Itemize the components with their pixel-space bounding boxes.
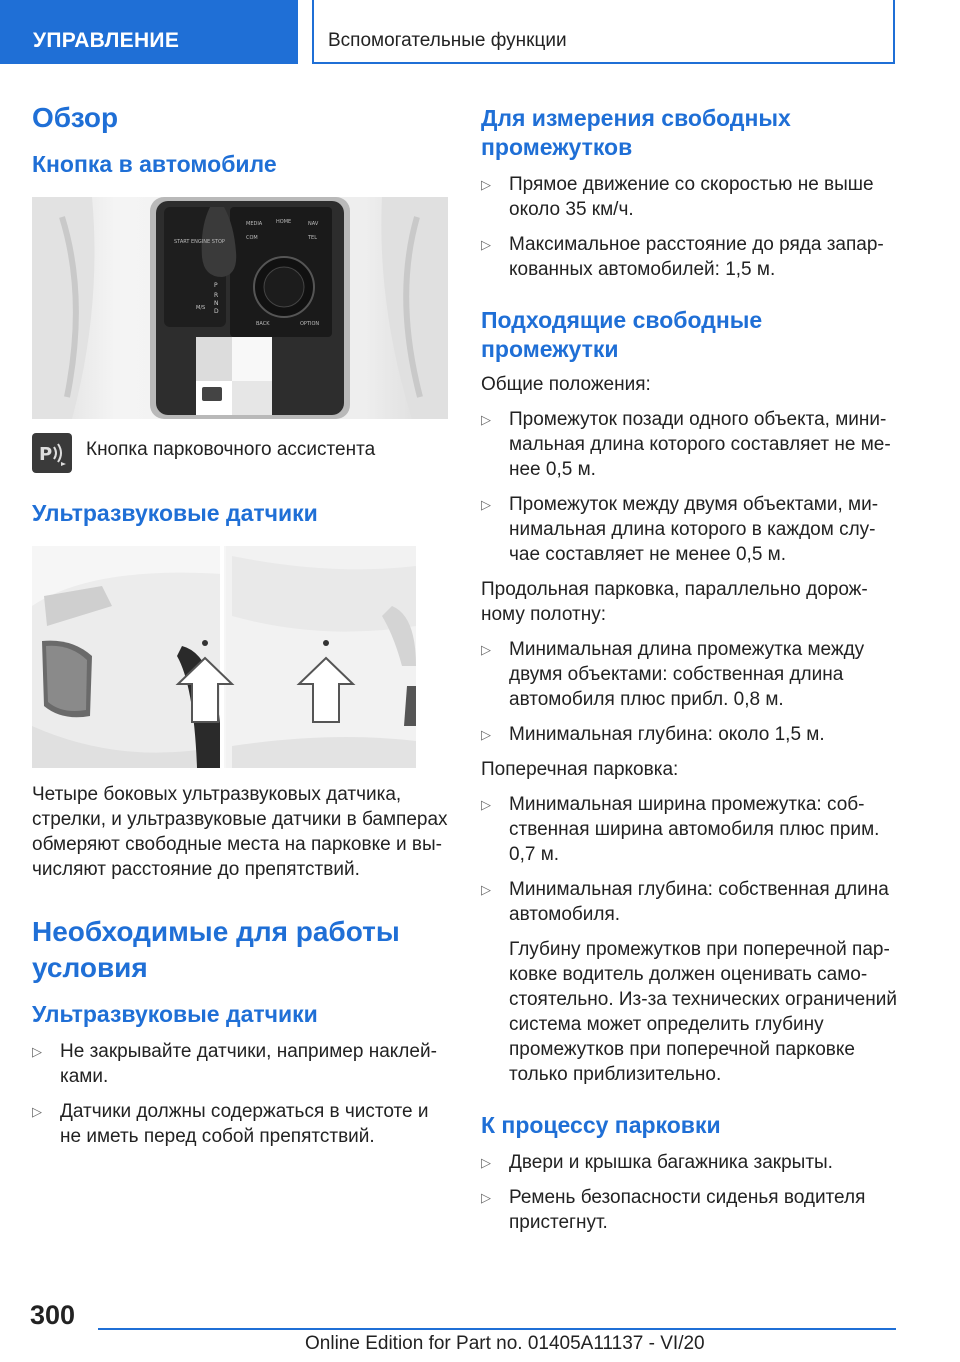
triangle-bullet-icon: ▷ xyxy=(481,497,491,512)
list-item: ▷ Минимальная глубина: собственная длина автомобиля. xyxy=(481,879,889,925)
footer-divider xyxy=(98,1328,896,1330)
parking-process-heading: К процессу парковки xyxy=(481,1112,721,1138)
list-item: ▷ Промежуток между двумя объектами, минимальная длина которого в каждом случае составляет не менее 0,5 м. xyxy=(481,494,879,565)
triangle-bullet-icon: ▷ xyxy=(481,1190,491,1205)
console-label-tel: TEL xyxy=(308,235,317,241)
overview-heading: Обзор xyxy=(32,102,119,133)
right-column xyxy=(481,100,897,1235)
footer-edition: Online Edition for Part no. 01405A11137 - VI/20 xyxy=(305,1333,705,1354)
console-label-d: D xyxy=(214,308,219,315)
list-item: ▷ Максимальное расстояние до ряда запаркованных автомобилей: 1,5 м. xyxy=(481,234,884,280)
triangle-bullet-icon: ▷ xyxy=(481,797,491,812)
caption-text: Кнопка парковочного ассистента xyxy=(86,439,376,460)
list-item: ▷ Прямое движение со скоростью не выше около 35 км/ч. xyxy=(481,174,874,220)
console-label-r: R xyxy=(214,292,219,299)
list-item: ▷ Минимальная длина промежутка между двумя объектами: собственная длина автомобиля плюс прибл. 0,8 м. xyxy=(481,639,865,710)
bumper-sensors-image xyxy=(32,546,416,768)
ultrasonic-sensors-heading: Ультразвуковые датчики xyxy=(32,500,318,526)
triangle-bullet-icon: ▷ xyxy=(481,1155,491,1170)
list-item: ▷ Ремень безопасности сиденья водителя пристегнут. xyxy=(481,1187,866,1233)
list-item: ▷ Двери и крышка багажника закрыты. xyxy=(481,1152,833,1173)
console-label-option: OPTION xyxy=(300,321,320,327)
perpendicular-label: Поперечная парковка: xyxy=(481,759,679,780)
list-item: ▷ Минимальная глубина: около 1,5 м. xyxy=(481,724,825,745)
list-item: ▷ Датчики должны содержаться в чистоте и не иметь перед собой препятствий. xyxy=(32,1101,429,1147)
console-label-media: MEDIA xyxy=(246,221,263,227)
parallel-list xyxy=(481,637,897,747)
console-label-home: HOME xyxy=(276,219,292,225)
left-column xyxy=(32,100,448,1149)
triangle-bullet-icon: ▷ xyxy=(481,642,491,657)
triangle-bullet-icon: ▷ xyxy=(32,1044,42,1059)
svg-text:P: P xyxy=(39,444,53,465)
list-item: ▷ Минимальная ширина промежутка: собственная ширина автомобиля плюс прим. 0,7 м. xyxy=(481,794,880,865)
triangle-bullet-icon: ▷ xyxy=(481,727,491,742)
parallel-label: Продольная парковка, параллельно дорожному полотну: xyxy=(481,579,868,625)
button-in-vehicle-heading: Кнопка в автомобиле xyxy=(32,151,277,177)
triangle-bullet-icon: ▷ xyxy=(32,1104,42,1119)
measure-heading: Для измерения свободных промежутков xyxy=(481,105,791,160)
measure-list xyxy=(481,172,897,282)
suitable-gaps-heading: Подходящие свободные промежутки xyxy=(481,307,763,362)
triangle-bullet-icon: ▷ xyxy=(481,412,491,427)
list-item: ▷ Промежуток позади одного объекта, минимальная длина которого составляет не менее 0,5 м. xyxy=(481,409,891,480)
header-section-label: УПРАВЛЕНИЕ xyxy=(33,29,180,52)
conditions-heading: Необходимые для работы условия xyxy=(32,916,400,983)
parking-button-caption xyxy=(32,433,448,473)
sensors-description: Четыре боковых ультразвуковых датчика, стрелки, и ультразвуковые датчики в бамперах обмеряют свободные места на парковке и вычисляют расстояние до препятствий. xyxy=(32,784,448,880)
header-section-tab xyxy=(0,0,298,64)
console-label-ms: M/S xyxy=(196,305,206,311)
triangle-bullet-icon: ▷ xyxy=(481,237,491,252)
console-label-start: START ENGINE STOP xyxy=(174,239,225,245)
conditions-list xyxy=(32,1039,448,1149)
console-label-nav: NAV xyxy=(308,221,319,227)
center-console-drawing xyxy=(32,197,448,419)
triangle-bullet-icon: ▷ xyxy=(481,882,491,897)
console-label-n: N xyxy=(214,300,219,307)
header-chapter-label: Вспомогательные функции xyxy=(328,30,567,51)
process-list xyxy=(481,1150,897,1235)
general-list xyxy=(481,407,897,567)
page-number: 300 xyxy=(30,1300,76,1330)
list-item: ▷ Не закрывайте датчики, например наклейками. xyxy=(32,1041,437,1087)
bumper-sensors-drawing xyxy=(32,546,416,768)
perpendicular-list xyxy=(481,792,897,927)
console-label-back: BACK xyxy=(256,321,270,327)
conditions-sensors-heading: Ультразвуковые датчики xyxy=(32,1001,318,1027)
parking-assistant-icon xyxy=(32,433,72,473)
general-label: Общие положения: xyxy=(481,374,651,395)
console-label-p: P xyxy=(214,282,218,289)
triangle-bullet-icon: ▷ xyxy=(481,177,491,192)
center-console-image xyxy=(32,197,448,419)
header-chapter-box xyxy=(312,0,895,64)
console-label-com: COM xyxy=(246,235,258,241)
perpendicular-note: Глубину промежутков при поперечной парковке водитель должен оценивать самостоятельно. Из-за технических ограничений система может определить глубину промежутков при поперечной парковке только приблизительно. xyxy=(509,939,897,1085)
